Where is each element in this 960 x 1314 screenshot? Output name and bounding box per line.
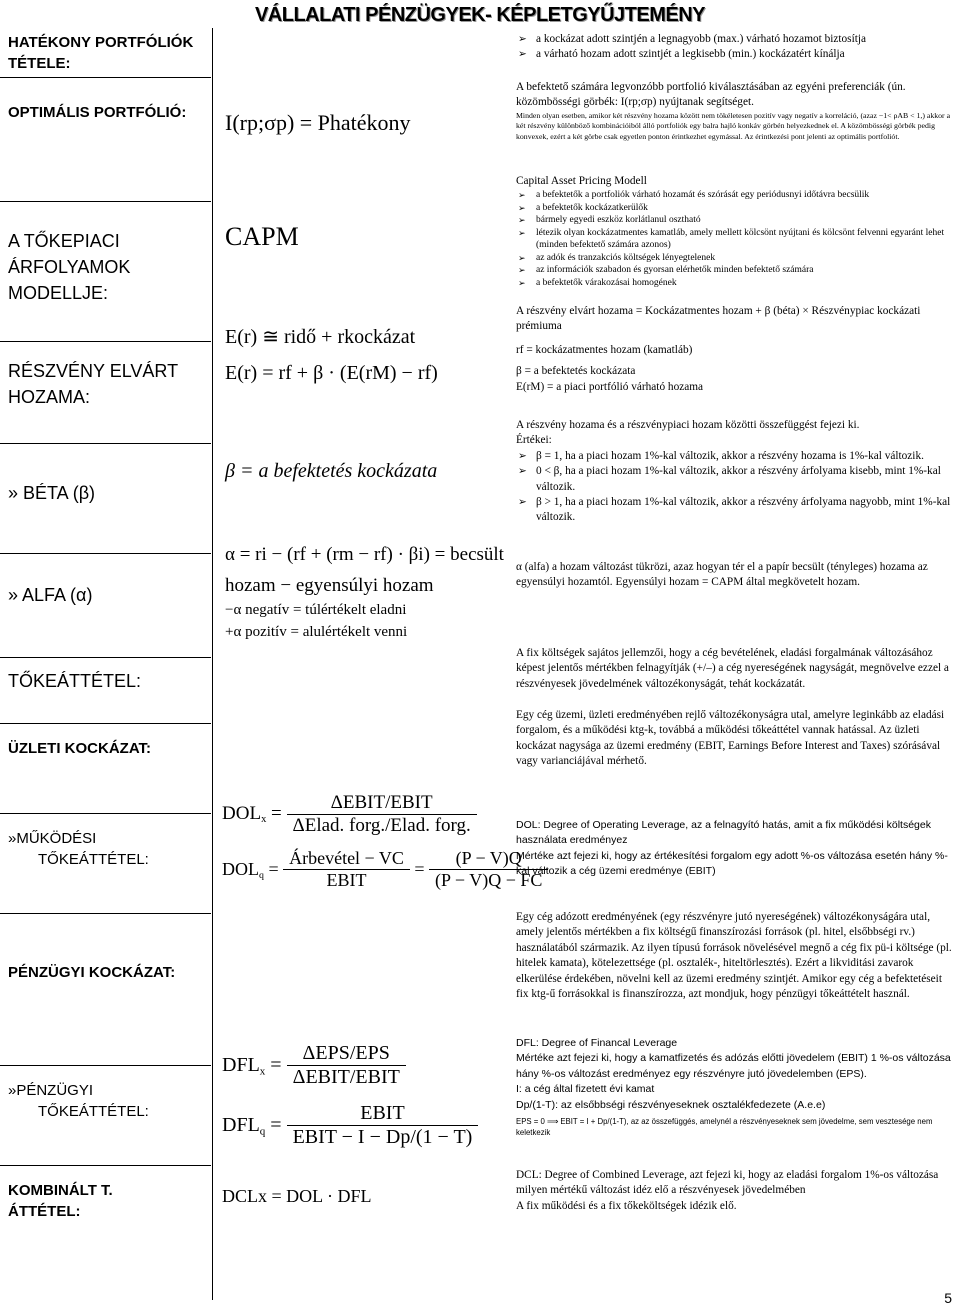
dol-meaning: Mértéke azt fejezi ki, hogy az értékesítési forgalom egy adott %-os változása esetén hány %-kal változik a cég üzemi eredménye (EBIT) xyxy=(516,849,948,878)
dolx-denominator: ΔElad. forg./Elad. forg. xyxy=(292,815,471,836)
formula-dolx: $DOL_x$ = $\frac{\text{ΔEBIT/EBIT}}{\text{ΔElad. forg./Elad. forg.}}$ xyxy=(222,792,477,837)
dfl-preferred: Dp/(1-T): az elsőbbségi részvényeseknek osztalékfedezete (A.e.e) xyxy=(516,1098,826,1111)
combined-leverage-line2: ÁTTÉTEL: xyxy=(8,1203,81,1220)
beta-values-list xyxy=(516,449,952,526)
beta-description: A részvény hozama és a részvénypiaci hozam közötti összefüggést fejezi ki. xyxy=(516,419,860,431)
dcl-cause: A fix működési és a fix tőkeköltségek idézik elő. xyxy=(516,1199,737,1212)
expected-return-text xyxy=(516,304,952,395)
dolx-numerator: ΔEBIT/EBIT xyxy=(287,792,477,815)
formula-dflq: $DFL_q$ = $\frac{\text{EBIT}}{\text{EBIT − I − Dp/(1 − T)}}$ xyxy=(222,1102,478,1149)
section-label-capm: A TŐKEPIACI ÁRFOLYAMOK MODELLJE: xyxy=(0,202,211,342)
formula-alpha-positive: +α pozitív = alulértékelt venni xyxy=(225,624,408,640)
section-label-expected-return: RÉSZVÉNY ELVÁRT HOZAMA: xyxy=(0,342,211,444)
section-label-business-risk: ÜZLETI KOCKÁZAT: xyxy=(0,724,211,814)
formula-dolq: $DOL_q$ = $\frac{\text{Árbevétel − VC}}{\text{EBIT}}$ = $\frac{(P - V)Q}{(P - V)Q - FC}$ xyxy=(222,848,548,891)
efficient-portfolio-text xyxy=(516,32,952,63)
formula-expected-return-1: E(r) ≅ ridő + rkockázat xyxy=(225,326,416,348)
er-text-4: E(rM) = a piaci portfólió várható hozama xyxy=(516,380,704,393)
operating-leverage-line2: TŐKEÁTTÉTEL: xyxy=(38,851,149,868)
capm-title: Capital Asset Pricing Modell xyxy=(516,175,647,187)
dflx-denominator: ΔEBIT/EBIT xyxy=(292,1066,400,1088)
dolq-denominator-1: EBIT xyxy=(326,870,367,890)
capm-assumption-item: ➢ a befektetők a portfoliók várható hozamát és szórását egy periódusnyi időtávra becsülik xyxy=(516,189,952,202)
beta-text xyxy=(516,418,952,526)
efficient-bullet-max: ➢ a kockázat adott szintjén a legnagyobb (max.) várható hozamot biztosítja xyxy=(516,32,952,47)
er-text-3: β = a befektetés kockázata xyxy=(516,365,636,378)
left-column xyxy=(0,28,213,1300)
efficient-bullet-min: ➢ a várható hozam adott szintjét a legkisebb (min.) kockázatért kínálja xyxy=(516,47,952,62)
section-label-optimal-portfolio: OPTIMÁLIS PORTFÓLIÓ: xyxy=(0,78,211,202)
optimal-text-1: A befektető számára legvonzóbb portfolió kiválasztásában az egyéni preferenciák (ún. közömbösségi görbék: I(rp;σp) nyújtanak segítséget. xyxy=(516,81,906,109)
dfl-meaning: Mértéke azt fejezi ki, hogy a kamatfizetés és adózás előtti jövedelem (EBIT) 1 %-os változása hány %-os változást eredményez egy részvényre jutó jövedelemben (EPS). xyxy=(516,1052,951,1080)
combined-leverage-line1: KOMBINÁLT T. xyxy=(8,1182,113,1199)
formula-beta: β = a befektetés kockázata xyxy=(225,460,438,482)
page-number: 5 xyxy=(944,1290,952,1306)
dflx-numerator: ΔEPS/EPS xyxy=(287,1042,406,1066)
capm-assumption-item: ➢ létezik olyan kockázatmentes kamatláb, amely mellett kölcsönt nyújtani és kölcsönt felvenni egyaránt lehet (minden befektető számára azonos) xyxy=(516,227,952,252)
financial-leverage-line1: »PÉNZÜGYI xyxy=(8,1082,94,1099)
operating-leverage-line1: »MŰKÖDÉSI xyxy=(8,830,97,847)
dflq-numerator: EBIT xyxy=(287,1102,479,1126)
capm-text xyxy=(516,174,952,289)
beta-value-item: ➢ β > 1, ha a piaci hozam 1%-kal változik, akkor a részvény árfolyama nagyobb, mint 1%-kal változik. xyxy=(516,495,952,526)
optimal-text-2: Minden olyan esetben, amikor két részvény hozama között nem tökéletesen pozitív vagy negatív a korreláció, (azaz −1< ρAB < 1,) akkor a két részvény különböző kombinációiból álló portfoliók egy balra hajló konkáv görbén helyezkednek el. A közömbösségi görbék pedig konvexek, ezért a két görbe csak egyetlen ponton érintkezhet egymással. Az érintkezési pont jelenti az optimális portfoliót. xyxy=(516,110,951,141)
dcl-definition: DCL: Degree of Combined Leverage, azt fejezi ki, hogy az eladási forgalom 1%-os változása milyen mértékű változást idéz elő a részvényesek jövedelmében xyxy=(516,1169,939,1197)
formula-alpha-2: hozam − egyensúlyi hozam xyxy=(225,575,434,596)
section-label-efficient-portfolios: HATÉKONY PORTFÓLIÓK TÉTELE: xyxy=(0,28,211,78)
formula-dflx: $DFL_x$ = $\frac{\text{ΔEPS/EPS}}{\text{ΔEBIT/EBIT}}$ xyxy=(222,1042,406,1089)
dfl-interest: I: a cég által fizetett évi kamat xyxy=(516,1083,655,1096)
section-label-financial-risk: PÉNZÜGYI KOCKÁZAT: xyxy=(0,914,211,1066)
er-text-1: A részvény elvárt hozama = Kockázatmentes hozam + β (béta) × Részvénypiac kockázati prémiuma xyxy=(516,305,921,333)
beta-value-item: ➢ β = 1, ha a piaci hozam 1%-kal változik, akkor a részvény hozama is 1%-kal változik. xyxy=(516,449,952,464)
section-label-financial-leverage xyxy=(0,1066,211,1166)
formula-optimal-portfolio: I(rp;σp) = Phatékony xyxy=(225,110,411,135)
leverage-text: A fix költségek sajátos jellemzői, hogy a cég bevételének, eladási forgalmának változásához képest jelentős mértékben felnagyítják (+/–) a cég nyereségének nagyságát, megnövelve ezzel a részvényesek jövedelmének változékonyságát, tehát kockázatát. xyxy=(516,647,949,690)
er-text-2: rf = kockázatmentes hozam (kamatláb) xyxy=(516,343,693,356)
formula-capm-label: CAPM xyxy=(225,222,299,251)
dolq-denominator-2: (P − V)Q − FC xyxy=(435,870,543,890)
beta-values-label: Értékei: xyxy=(516,434,552,447)
financial-risk-text: Egy cég adózott eredményének (egy részvényre jutó nyereségének) változékonyságára utal, amely jelentős mértékben a fix költségű finanszírozási források (pl. hitel, elsőbbségi rv.) használatából származik. Az ilyen típusú források növelésével megnő a cég fix pü-i költsége (pl. hitelek kamata), kötelezettsége (pl. osztalék-, hiteltörlesztés). Ezért a likviditási zavarok elkerülése érdekében, növelni kell az üzemi eredmény szintjét. Amikor egy cég a befektetéseit fix ktg-ű forrásokkal is finanszírozza, azt mondjuk, hogy pénzügyi tőkeáttételt használ. xyxy=(516,911,952,1001)
capm-assumption-item: ➢ a befektetők kockázatkerülők xyxy=(516,202,952,215)
section-label-leverage: TŐKEÁTTÉTEL: xyxy=(0,658,211,724)
capm-assumption-item: ➢ a befektetők várakozásai homogének xyxy=(516,277,952,290)
formula-alpha-1: α = ri − (rf + (rm − rf) · βi) = becsült xyxy=(225,544,504,565)
dfl-eps-zero: EPS = 0 ⟹ EBIT = I + Dp/(1-T), az az összefüggés, amelynél a részvényeseknek sem jövedelme, sem vesztesége nem keletkezik xyxy=(516,1117,933,1137)
section-label-alpha: » ALFA (α) xyxy=(0,554,211,658)
formula-expected-return-2: E(r) = rf + β · (E(rM) − rf) xyxy=(225,362,438,384)
capm-assumption-item: ➢ bármely egyedi eszköz korlátlanul osztható xyxy=(516,214,952,227)
section-label-combined-leverage xyxy=(0,1166,211,1246)
alpha-text: α (alfa) a hozam változást tükrözi, azaz hogyan tér el a papír becsült (tényleges) hozama az egyensúlyi hozamtól. Egyensúlyi hozam = CAPM által megkövetelt hozam. xyxy=(516,561,928,589)
dflq-denominator: EBIT − I − Dp/(1 − T) xyxy=(292,1126,473,1148)
capm-assumptions-list xyxy=(516,189,952,289)
dolq-numerator-2: (P − V)Q xyxy=(429,848,548,870)
dolq-numerator-1: Árbevétel − VC xyxy=(283,848,410,870)
beta-value-item: ➢ 0 < β, ha a piaci hozam 1%-kal változik, akkor a részvény árfolyama kisebb, mint 1%-kal változik. xyxy=(516,464,952,495)
dfl-text xyxy=(516,1036,952,1138)
dol-definition: DOL: Degree of Operating Leverage, az a felnagyító hatás, amit a fix működési költségek használata eredményez xyxy=(516,819,931,847)
dfl-definition: DFL: Degree of Financal Leverage xyxy=(516,1037,678,1049)
dcl-text xyxy=(516,1168,952,1214)
section-label-beta: » BÉTA (β) xyxy=(0,444,211,554)
formula-dcl: DCLx = DOL · DFL xyxy=(222,1186,372,1206)
optimal-portfolio-text xyxy=(516,80,952,142)
page-title: VÁLLALATI PÉNZÜGYEK- KÉPLETGYŰJTEMÉNY xyxy=(254,4,706,26)
formula-alpha-negative: −α negatív = túlértékelt eladni xyxy=(225,602,407,618)
capm-assumption-item: ➢ az információk szabadon és gyorsan elérhetők minden befektető számára xyxy=(516,264,952,277)
capm-assumption-item: ➢ az adók és tranzakciós költségek lényegtelenek xyxy=(516,252,952,265)
section-label-operating-leverage xyxy=(0,814,211,914)
dol-text xyxy=(516,818,952,880)
financial-leverage-line2: TŐKEÁTTÉTEL: xyxy=(38,1103,149,1120)
business-risk-text: Egy cég üzemi, üzleti eredményében rejlő változékonyságra utal, amelyre leginkább az eladási forgalom, és a működési ktg-k, továbbá a működési tőkeáttétel vannak hatással. Az üzleti kockázat nagysága az üzemi eredmény (EBIT, Earnings Before Interest and Taxes) szórásával vagy varianciájával mérhető. xyxy=(516,709,945,768)
